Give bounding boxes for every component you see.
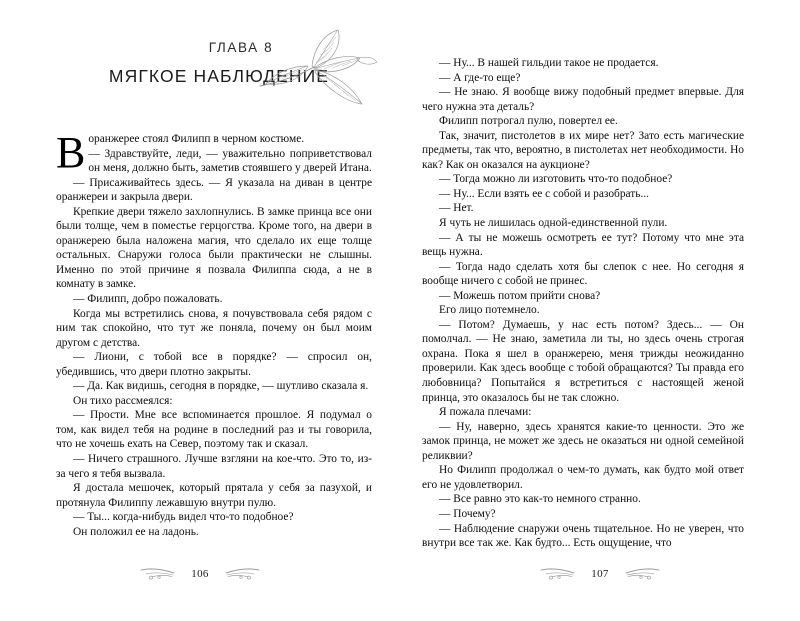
- paragraph: — Тогда можно ли изготовить что-то подобное?: [439, 173, 673, 186]
- paragraph: — Почему?: [439, 507, 496, 520]
- paragraph: Я пожала плечами:: [439, 406, 532, 419]
- paragraph: — Да. Как видишь, сегодня в порядке, — шутливо сказала я.: [73, 380, 369, 393]
- paragraph: — Ну, наверно, здесь хранятся какие-то ценности. Это же замок принца, не может же здесь не оказаться ни одной семейной реликвии?: [422, 420, 744, 462]
- wing-flourish-ornament-icon: [540, 566, 584, 581]
- paragraph: Когда мы встретились снова, я почувствовала себя рядом с ним так спокойно, что тут же поняла, почему он был моим другом с детства.: [56, 307, 372, 349]
- paragraph: — Нет.: [439, 202, 474, 215]
- right-page: [400, 0, 800, 621]
- paragraph: — Ну... В нашей гильдии такое не продается.: [439, 57, 659, 69]
- paragraph: — А где-то еще?: [439, 71, 521, 84]
- paragraph: — Можешь потом прийти снова?: [439, 289, 601, 302]
- right-page-body: [422, 56, 744, 551]
- paragraph: — Филипп, добро пожаловать.: [73, 293, 223, 306]
- paragraph: Я чуть не лишилась одной-единственной пули.: [439, 217, 668, 230]
- paragraph: Филипп потрогал пулю, повертел ее.: [439, 115, 618, 128]
- paragraph: Крепкие двери тяжело захлопнулись. В замке принца все они были толще, чем в поместье герцогства. Кроме того, на двери в оранжерею была наложена магия, что сделало их еще толще остальных. Снаружи голоса были практически не слышны. Именно по этой причине я позвала Филиппа сюда, а не в комнату в замке.: [56, 205, 372, 291]
- paragraph: — Здравствуйте, леди, — уважительно поприветствовал он меня, должно быть, заметив стоявшего у дверей Итана.: [88, 147, 372, 175]
- paragraph: Его лицо потемнело.: [439, 304, 540, 317]
- paragraph: — Тогда надо сделать хотя бы слепок с нее. Но сегодня я вообще ничего с собой не принес.: [422, 260, 744, 288]
- paragraph: — Не знаю. Я вообще вижу подобный предмет впервые. Для чего нужна эта деталь?: [422, 86, 744, 113]
- wing-flourish-ornament-icon: [616, 566, 660, 581]
- paragraph: Но Филипп продолжал о чем-то думать, как будто мой ответ его не удовлетворил.: [422, 464, 744, 491]
- paragraph: — Потом? Думаешь, у нас есть потом? Здесь... — Он помолчал. — Не знаю, заметила ли ты, но здесь очень строгая охрана. Пока я шел в оранжерею, меня трижды неожиданно проверили. Как здесь вообще с тобой обращаются? Ты правда его любовница? Попытайся я встретиться с настоящей женой принца, это оказалось бы не так сложно.: [422, 318, 744, 404]
- paragraph: — Наблюдение снаружи очень тщательное. Но не уверен, что внутри все так же. Как будто... Есть ощущение, что: [422, 522, 744, 550]
- paragraph: — Все равно это как-то немного странно.: [439, 493, 641, 506]
- paragraph: — Присаживайтесь здесь. — Я указала на диван в центре оранжереи и закрыла двери.: [56, 176, 372, 204]
- chapter-header: [56, 40, 372, 132]
- wing-flourish-ornament-icon: [140, 566, 184, 581]
- paragraph: — Ничего страшного. Лучше взгляни на кое-что. Это то, из-за чего я тебя вызвала.: [56, 453, 372, 480]
- chapter-title: МЯГКОЕ НАБЛЮДЕНИЕ: [108, 66, 330, 86]
- paragraph: — Ты... когда-нибудь видел что-то подобное?: [73, 511, 294, 524]
- paragraph: Он положил ее на ладонь.: [73, 525, 199, 538]
- right-page-folio: [400, 566, 800, 581]
- paragraph: — Ну... Если взять ее с собой и разобрать...: [439, 187, 650, 200]
- paragraph: — Лиони, с тобой все в порядке? — спросил он, убедившись, что двери плотно закрыты.: [56, 351, 372, 378]
- paragraph-text: оранжерее стоял Филипп в черном костюме.: [88, 133, 305, 145]
- left-page-body: [56, 128, 372, 539]
- page-number: 107: [591, 567, 609, 580]
- paragraph: Так, значит, пистолетов в их мире нет? Зато есть магические предметы, так что, вероятно, в пистолетах нет необходимости. Но как? Как он оказался на аукционе?: [422, 129, 744, 171]
- wing-flourish-ornament-icon: [216, 566, 260, 581]
- drop-cap: В: [56, 128, 86, 177]
- paragraph: Он тихо рассмеялся:: [73, 394, 173, 407]
- chapter-label: ГЛАВА 8: [208, 40, 274, 55]
- left-page-folio: [0, 566, 400, 581]
- paragraph: — Прости. Мне все вспоминается прошлое. Я подумал о том, как видел тебя на родине в последний раз и ты говорила, что не хочешь ехать на Север, поэтому так и сказал.: [56, 409, 372, 451]
- page-number: 106: [191, 567, 209, 580]
- paragraph: Я достала мешочек, который прятала у себя за пазухой, и протянула Филиппу лежавшую внутри пулю.: [56, 482, 372, 509]
- paragraph: — А ты не можешь осмотреть ее тут? Потому что мне эта вещь нужна.: [422, 231, 744, 259]
